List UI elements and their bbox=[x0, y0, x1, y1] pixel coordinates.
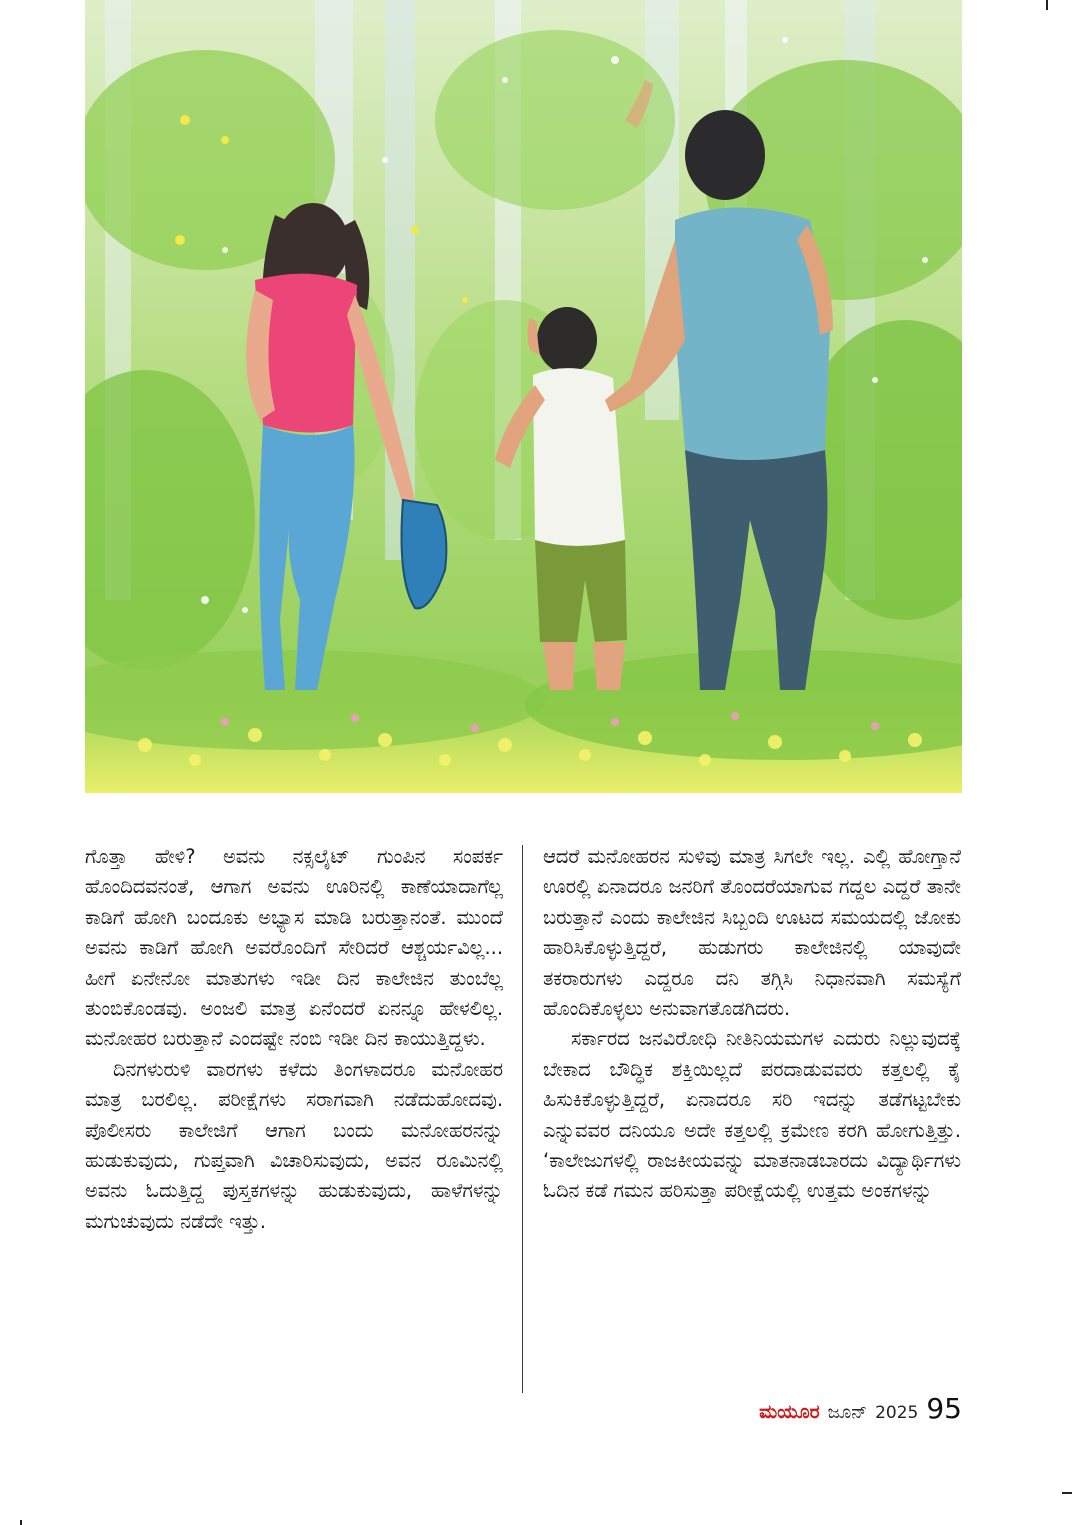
issue-month: ಜೂನ್ bbox=[827, 1402, 868, 1423]
crop-mark-bottom-left bbox=[20, 1520, 22, 1525]
story-illustration bbox=[85, 0, 962, 793]
magazine-name: ಮಯೂರ bbox=[759, 1401, 820, 1423]
paragraph: ದಿನಗಳುರುಳಿ ವಾರಗಳು ಕಳೆದು ತಿಂಗಳಾದರೂ ಮನೋಹರ ಮಾತ್ರ ಬರಲಿಲ್ಲ. ಪರೀಕ್ಷೆಗಳು ಸರಾಗವಾಗಿ ನಡೆದುಹೋದವು. ಪೊಲೀಸರು ಕಾಲೇಜಿಗೆ ಆಗಾಗ ಬಂದು ಮನೋಹರನನ್ನು ಹುಡುಕುವುದು, ಗುಪ್ತವಾಗಿ ವಿಚಾರಿಸುವುದು, ಅವನ ರೂಮಿನಲ್ಲಿ ಅವನು ಓದುತ್ತಿದ್ದ ಪುಸ್ತಕಗಳನ್ನು ಹುಡುಕುವುದು, ಹಾಳೆಗಳನ್ನು ಮಗುಚುವುದು ನಡೆದೇ ಇತ್ತು. bbox=[85, 1057, 503, 1233]
crop-mark-top-right bbox=[1046, 0, 1048, 10]
paragraph: ಆದರೆ ಮನೋಹರನ ಸುಳಿವು ಮಾತ್ರ ಸಿಗಲೇ ಇಲ್ಲ. ಎಲ್ಲಿ ಹೋಗ್ತಾನೆ ಊರಲ್ಲಿ ಏನಾದರೂ ಜನರಿಗೆ ತೊಂದರೆಯಾಗುವ ಗದ್ದಲ ಎದ್ದರೆ ತಾನೇ ಬರುತ್ತಾನೆ ಎಂದು ಕಾಲೇಜಿನ ಸಿಬ್ಬಂದಿ ಊಟದ ಸಮಯದಲ್ಲಿ ಜೋಕು ಹಾರಿಸಿಕೊಳ್ಳುತ್ತಿದ್ದರೆ, ಹುಡುಗರು ಕಾಲೇಜಿನಲ್ಲಿ ಯಾವುದೇ ತಕರಾರುಗಳು ಎದ್ದರೂ ದನಿ ತಗ್ಗಿಸಿ ನಿಧಾನವಾಗಿ ಸಮಸ್ಯೆಗೆ ಹೊಂದಿಕೊಳ್ಳಲು ಅನುವಾಗತೊಡಗಿದರು. bbox=[543, 845, 961, 1021]
crop-mark-bottom-right bbox=[1062, 1492, 1072, 1494]
article-column-right bbox=[543, 842, 961, 1207]
paragraph: ಗೊತ್ತಾ ಹೇಳಿ? ಅವನು ನಕ್ಸಲೈಟ್ ಗುಂಪಿನ ಸಂಪರ್ಕ ಹೊಂದಿದವನಂತೆ, ಆಗಾಗ ಅವನು ಊರಿನಲ್ಲಿ ಕಾಣೆಯಾದಾಗೆಲ್ಲ ಕಾಡಿಗೆ ಹೋಗಿ ಬಂದೂಕು ಅಭ್ಯಾಸ ಮಾಡಿ ಬರುತ್ತಾನಂತೆ. ಮುಂದೆ ಅವನು ಕಾಡಿಗೆ ಹೋಗಿ ಅವರೊಂದಿಗೆ ಸೇರಿದರೆ ಆಶ್ಚರ್ಯವಿಲ್ಲ... ಹೀಗೆ ಏನೇನೋ ಮಾತುಗಳು ಇಡೀ ದಿನ ಕಾಲೇಜಿನ ತುಂಬೆಲ್ಲ ತುಂಬಿಕೊಂಡವು. ಅಂಜಲಿ ಮಾತ್ರ ಏನೆಂದರೆ ಏನನ್ನೂ ಹೇಳಲಿಲ್ಲ. ಮನೋಹರ ಬರುತ್ತಾನೆ ಎಂದಷ್ಟೇ ನಂಬಿ ಇಡೀ ದಿನ ಕಾಯುತ್ತಿದ್ದಳು. bbox=[85, 845, 503, 1051]
issue-year: 2025 bbox=[875, 1403, 919, 1423]
page-number: 95 bbox=[926, 1392, 962, 1425]
column-divider bbox=[522, 845, 523, 1393]
paragraph: ಸರ್ಕಾರದ ಜನವಿರೋಧಿ ನೀತಿನಿಯಮಗಳ ಎದುರು ನಿಲ್ಲುವುದಕ್ಕೆ ಬೇಕಾದ ಬೌದ್ಧಿಕ ಶಕ್ತಿಯಿಲ್ಲದೆ ಪರದಾಡುವವರು ಕತ್ತಲಲ್ಲಿ ಕೈ ಹಿಸುಕಿಕೊಳ್ಳುತ್ತಿದ್ದರೆ, ಏನಾದರೂ ಸರಿ ಇದನ್ನು ತಡೆಗಟ್ಟಬೇಕು ಎನ್ನುವವರ ದನಿಯೂ ಅದೇ ಕತ್ತಲಲ್ಲಿ ಕ್ರಮೇಣ ಕರಗಿ ಹೋಗುತ್ತಿತ್ತು. ‘ಕಾಲೇಜುಗಳಲ್ಲಿ ರಾಜಕೀಯವನ್ನು ಮಾತನಾಡಬಾರದು ವಿದ್ಯಾರ್ಥಿಗಳು ಓದಿನ ಕಡೆ ಗಮನ ಹರಿಸುತ್ತಾ ಪರೀಕ್ಷೆಯಲ್ಲಿ ಉತ್ತಮ ಅಂಕಗಳನ್ನು bbox=[543, 1027, 961, 1203]
forest-family-artwork bbox=[85, 0, 962, 793]
article-column-left bbox=[85, 842, 503, 1237]
page-footer bbox=[759, 1392, 962, 1432]
